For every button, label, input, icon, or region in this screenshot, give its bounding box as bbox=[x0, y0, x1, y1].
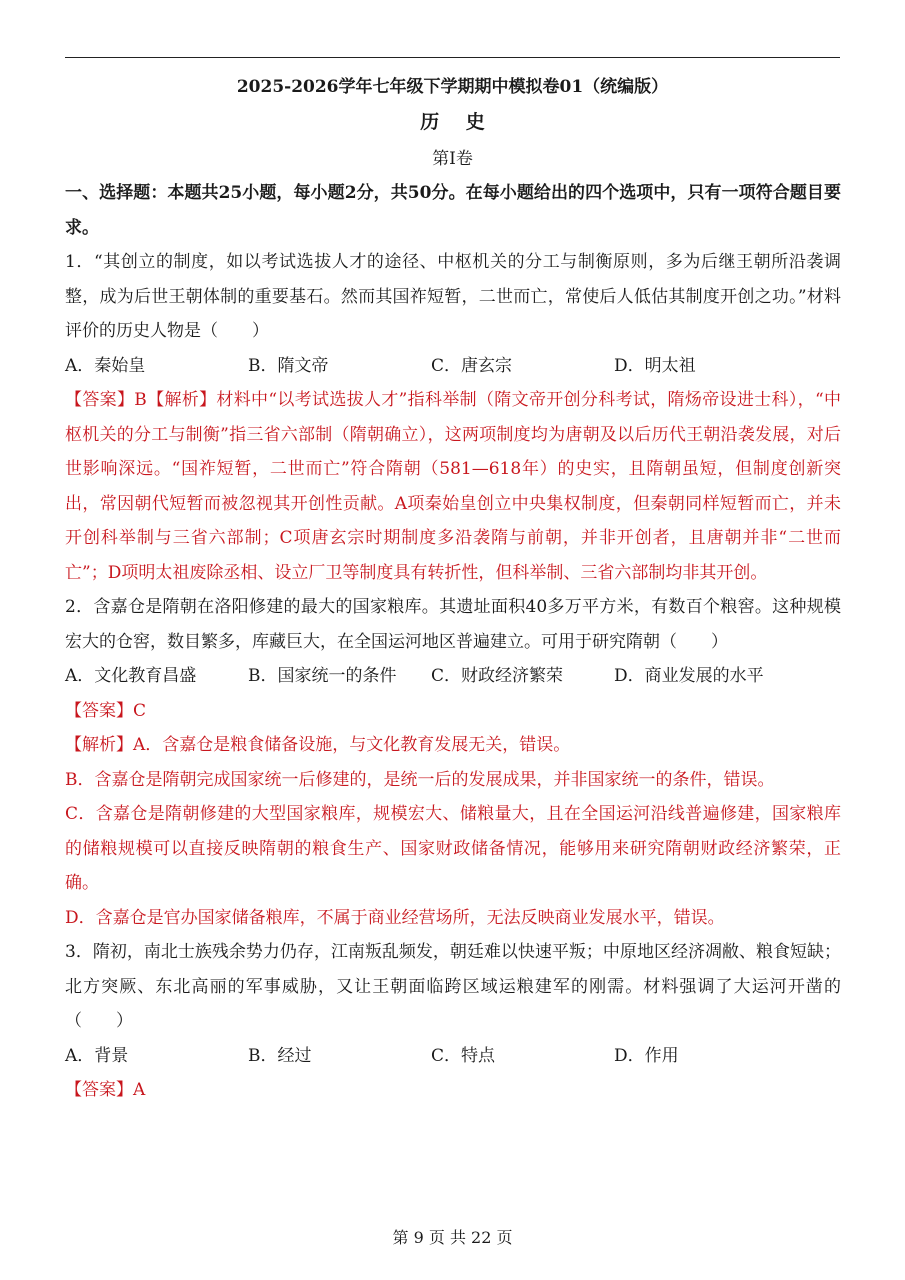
option-d: D．明太祖 bbox=[614, 355, 696, 376]
question-2-analysis-d: D．含嘉仓是官办国家储备粮库，不属于商业经营场所，无法反映商业发展水平，错误。 bbox=[65, 907, 725, 928]
option-d: D．作用 bbox=[614, 1045, 679, 1066]
question-1-stem: 1．“其创立的制度，如以考试选拔人才的途径、中枢机关的分工与制衡原则，多为后继王朝所沿袭调整，成为后世王朝体制的重要基石。然而其国祚短暂，二世而亡，常使后人低估其制度开创之功。”材料评价的历史人物是（ ） bbox=[65, 252, 841, 341]
question-content bbox=[65, 176, 841, 1108]
question-1-options bbox=[65, 349, 841, 384]
option-b: B．国家统一的条件 bbox=[248, 666, 397, 686]
option-a: A．秦始皇 bbox=[65, 355, 146, 376]
volume-label: 第Ⅰ卷 bbox=[432, 149, 473, 169]
question-3-stem: 3．隋初，南北士族残余势力仍存，江南叛乱频发，朝廷难以快速平叛；中原地区经济凋敝、粮食短缺；北方突厥、东北高丽的军事威胁，又让王朝面临跨区域运粮建军的刚需。材料强调了大运河开凿的（ ） bbox=[65, 942, 841, 1031]
question-2-analysis-c: C．含嘉仓是隋朝修建的大型国家粮库，规模宏大、储粮量大，且在全国运河沿线普遍修建，国家粮库的储粮规模可以直接反映隋朝的粮食生产、国家财政储备情况，能够用来研究隋朝财政经济繁荣，正确。 bbox=[65, 804, 841, 893]
option-c: C．财政经济繁荣 bbox=[431, 666, 564, 686]
question-2-analysis-a: 【解析】A．含嘉仓是粮食储备设施，与文化教育发展无关，错误。 bbox=[65, 735, 571, 755]
option-c: C．特点 bbox=[431, 1045, 496, 1066]
question-2-stem: 2．含嘉仓是隋朝在洛阳修建的最大的国家粮库。其遗址面积40多万平方米，有数百个粮窖。这种规模宏大的仓窖，数目繁多，库藏巨大，在全国运河地区普遍建立。可用于研究隋朝（ ） bbox=[65, 597, 841, 652]
option-c: C．唐玄宗 bbox=[431, 355, 513, 376]
question-3-answer: 【答案】A bbox=[65, 1080, 146, 1100]
page-number: 第 9 页 共 22 页 bbox=[392, 1228, 513, 1247]
section-heading: 一、选择题：本题共25小题，每小题2分，共50分。在每小题给出的四个选项中，只有一项符合题目要求。 bbox=[65, 183, 841, 238]
option-a: A．背景 bbox=[65, 1045, 129, 1066]
question-3-options bbox=[65, 1039, 841, 1074]
question-2-options bbox=[65, 659, 841, 694]
header-rule bbox=[65, 57, 840, 58]
option-a: A．文化教育昌盛 bbox=[65, 666, 197, 686]
question-2-answer: 【答案】C bbox=[65, 700, 147, 721]
question-2-analysis-b: B．含嘉仓是隋朝完成国家统一后修建的，是统一后的发展成果，并非国家统一的条件，错误。 bbox=[65, 769, 775, 790]
option-b: B．经过 bbox=[248, 1045, 312, 1066]
question-1-answer: 【答案】B【解析】材料中“以考试选拔人才”指科举制（隋文帝开创分科考试，隋炀帝设进士科），“中枢机关的分工与制衡”指三省六部制（隋朝确立），这两项制度均为唐朝及以后历代王朝沿袭发展，对后世影响深远。“国祚短暂，二世而亡”符合隋朝（581—618年）的史实，且隋朝虽短，但制度创新突出，常因朝代短暂而被忽视其开创性贡献。A项秦始皇创立中央集权制度，但秦朝同样短暂而亡，并未开创科举制与三省六部制；C项唐玄宗时期制度多沿袭隋与前朝，并非开创者，且唐朝并非“二世而亡”；D项明太祖废除丞相、设立厂卫等制度具有转折性，但科举制、三省六部制均非其开创。 bbox=[65, 390, 841, 583]
subject-title: 历史 bbox=[420, 111, 512, 133]
option-b: B．隋文帝 bbox=[248, 355, 329, 376]
option-d: D．商业发展的水平 bbox=[614, 666, 764, 686]
exam-title: 2025-2026学年七年级下学期期中模拟卷01（统编版） bbox=[236, 77, 669, 97]
